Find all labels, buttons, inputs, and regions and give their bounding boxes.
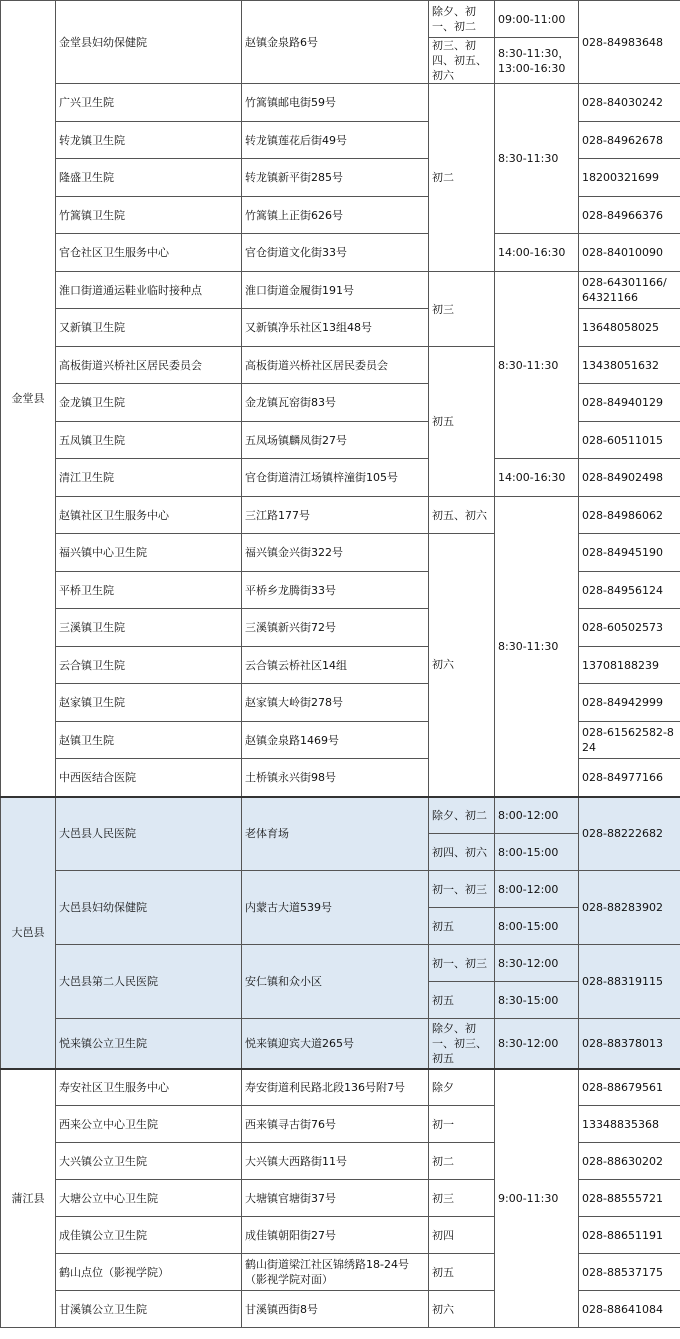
site-name: 中西医结合医院: [56, 759, 242, 797]
phone: 028-88537175: [579, 1254, 680, 1291]
table-row: [1, 422, 680, 459]
site-address: 安仁镇和众小区: [242, 945, 429, 1019]
phone: 028-88378013: [579, 1019, 680, 1069]
site-address: 西来镇寻古街76号: [242, 1106, 429, 1143]
phone: 028-88555721: [579, 1180, 680, 1217]
service-days: 初一、初三: [429, 871, 495, 908]
service-days: 初三、初四、初五、初六: [429, 38, 495, 84]
phone: 028-84962678: [579, 122, 680, 159]
site-address: 竹篙镇上正街626号: [242, 197, 429, 234]
table-row: [1, 722, 680, 759]
site-name: 赵镇卫生院: [56, 722, 242, 759]
site-name: 赵镇社区卫生服务中心: [56, 497, 242, 534]
table-row: [1, 159, 680, 197]
table-row: [1, 534, 680, 572]
service-days: 除夕: [429, 1069, 495, 1106]
phone: 028-84010090: [579, 234, 680, 272]
phone: 028-88679561: [579, 1069, 680, 1106]
table-row: [1, 1019, 680, 1069]
table-row: [1, 497, 680, 534]
table-row: [1, 1254, 680, 1291]
site-address: 五凤场镇麟凤街27号: [242, 422, 429, 459]
site-address: 三溪镇新兴街72号: [242, 609, 429, 647]
table-row: [1, 945, 680, 982]
table-row: [1, 459, 680, 497]
service-days: 初六: [429, 534, 495, 797]
table-row: [1, 1217, 680, 1254]
table-row: [1, 272, 680, 309]
site-address: 赵镇金泉路6号: [242, 1, 429, 84]
table-row: [1, 871, 680, 908]
site-address: 又新镇净乐社区13组48号: [242, 309, 429, 347]
site-name: 大邑县第二人民医院: [56, 945, 242, 1019]
table-row: [1, 1291, 680, 1328]
table-row: [1, 1069, 680, 1106]
table-row: [1, 1143, 680, 1180]
table-row: [1, 347, 680, 384]
site-name: 清江卫生院: [56, 459, 242, 497]
service-days: 初五、初六: [429, 497, 495, 534]
service-time: 14:00-16:30: [495, 234, 579, 272]
phone: 028-88651191: [579, 1217, 680, 1254]
table-row: [1, 234, 680, 272]
service-days: 初一: [429, 1106, 495, 1143]
site-address: 官仓街道文化街33号: [242, 234, 429, 272]
phone: 13648058025: [579, 309, 680, 347]
phone: 028-60502573: [579, 609, 680, 647]
table-row: [1, 759, 680, 797]
site-name: 西来公立中心卫生院: [56, 1106, 242, 1143]
table-row: [1, 197, 680, 234]
site-name: 隆盛卫生院: [56, 159, 242, 197]
site-name: 福兴镇中心卫生院: [56, 534, 242, 572]
phone: 13438051632: [579, 347, 680, 384]
site-name: 赵家镇卫生院: [56, 684, 242, 722]
site-name: 鹤山点位（影视学院）: [56, 1254, 242, 1291]
phone: 028-88319115: [579, 945, 680, 1019]
table-row: [1, 1106, 680, 1143]
service-days: 除夕、初一、初二: [429, 1, 495, 38]
service-days: 初五: [429, 982, 495, 1019]
site-address: 平桥乡龙腾街33号: [242, 572, 429, 609]
site-name: 金龙镇卫生院: [56, 384, 242, 422]
phone: 028-88641084: [579, 1291, 680, 1328]
site-address: 官仓街道清江场镇梓潼街105号: [242, 459, 429, 497]
site-name: 寿安社区卫生服务中心: [56, 1069, 242, 1106]
service-time: 8:30-11:30: [495, 84, 579, 234]
phone: 13708188239: [579, 647, 680, 684]
service-time: 14:00-16:30: [495, 459, 579, 497]
phone: 13348835368: [579, 1106, 680, 1143]
site-address: 三江路177号: [242, 497, 429, 534]
service-days: 初四、初六: [429, 834, 495, 871]
service-days: 初二: [429, 1143, 495, 1180]
service-days: 初五: [429, 347, 495, 497]
service-time: 8:30-12:00: [495, 1019, 579, 1069]
table-row: [1, 122, 680, 159]
service-time: 8:00-12:00: [495, 871, 579, 908]
site-name: 大塘公立中心卫生院: [56, 1180, 242, 1217]
service-days: 初三: [429, 1180, 495, 1217]
phone: 028-84030242: [579, 84, 680, 122]
site-address: 金龙镇瓦窑街83号: [242, 384, 429, 422]
phone: 028-61562582-824: [579, 722, 680, 759]
service-time: 8:00-15:00: [495, 908, 579, 945]
service-days: 初六: [429, 1291, 495, 1328]
site-address: 云合镇云桥社区14组: [242, 647, 429, 684]
phone: 028-84902498: [579, 459, 680, 497]
service-time: 8:30-11:30，13:00-16:30: [495, 38, 579, 84]
county-cell: 大邑县: [1, 797, 56, 1069]
site-name: 转龙镇卫生院: [56, 122, 242, 159]
site-address: 转龙镇新平街285号: [242, 159, 429, 197]
service-time: 8:00-15:00: [495, 834, 579, 871]
site-address: 高板街道兴桥社区居民委员会: [242, 347, 429, 384]
site-name: 平桥卫生院: [56, 572, 242, 609]
service-days: 初二: [429, 84, 495, 272]
service-time: 9:00-11:30: [495, 1069, 579, 1328]
table-row: [1, 384, 680, 422]
site-address: 内蒙古大道539号: [242, 871, 429, 945]
site-address: 淮口街道金履街191号: [242, 272, 429, 309]
site-address: 成佳镇朝阳街27号: [242, 1217, 429, 1254]
site-name: 竹篙镇卫生院: [56, 197, 242, 234]
table-row: [1, 1180, 680, 1217]
phone: 028-84966376: [579, 197, 680, 234]
site-name: 成佳镇公立卫生院: [56, 1217, 242, 1254]
phone: 028-64301166/ 64321166: [579, 272, 680, 309]
site-address: 赵镇金泉路1469号: [242, 722, 429, 759]
site-name: 大邑县妇幼保健院: [56, 871, 242, 945]
phone: 028-88222682: [579, 797, 680, 871]
service-days: 初三: [429, 272, 495, 347]
site-address: 老体育场: [242, 797, 429, 871]
phone: 028-84956124: [579, 572, 680, 609]
site-name: 悦来镇公立卫生院: [56, 1019, 242, 1069]
county-cell: 金堂县: [1, 1, 56, 797]
site-address: 福兴镇金兴街322号: [242, 534, 429, 572]
service-days: 初四: [429, 1217, 495, 1254]
site-address: 寿安街道利民路北段136号附7号: [242, 1069, 429, 1106]
site-name: 淮口街道通运鞋业临时接种点: [56, 272, 242, 309]
service-time: 8:30-11:30: [495, 272, 579, 459]
phone: 028-84983648: [579, 1, 680, 84]
phone: 028-84942999: [579, 684, 680, 722]
site-name: 云合镇卫生院: [56, 647, 242, 684]
service-days: 除夕、初一、初三、初五: [429, 1019, 495, 1069]
site-name: 大邑县人民医院: [56, 797, 242, 871]
phone: 028-88283902: [579, 871, 680, 945]
site-name: 大兴镇公立卫生院: [56, 1143, 242, 1180]
service-days: 初五: [429, 908, 495, 945]
service-days: 除夕、初二: [429, 797, 495, 834]
phone: 028-60511015: [579, 422, 680, 459]
site-name: 五凤镇卫生院: [56, 422, 242, 459]
table-row: [1, 84, 680, 122]
site-address: 悦来镇迎宾大道265号: [242, 1019, 429, 1069]
phone: 028-84986062: [579, 497, 680, 534]
service-time: 8:30-11:30: [495, 497, 579, 797]
site-address: 大兴镇大西路街11号: [242, 1143, 429, 1180]
site-name: 又新镇卫生院: [56, 309, 242, 347]
table-row: [1, 309, 680, 347]
service-days: 初五: [429, 1254, 495, 1291]
table-row: [1, 797, 680, 834]
site-address: 甘溪镇西街8号: [242, 1291, 429, 1328]
table-row: [1, 684, 680, 722]
service-time: 8:00-12:00: [495, 797, 579, 834]
site-address: 转龙镇莲花后街49号: [242, 122, 429, 159]
site-name: 甘溪镇公立卫生院: [56, 1291, 242, 1328]
table-row: [1, 647, 680, 684]
county-cell: 蒲江县: [1, 1069, 56, 1328]
phone: 028-88630202: [579, 1143, 680, 1180]
site-address: 赵家镇大岭街278号: [242, 684, 429, 722]
service-time: 09:00-11:00: [495, 1, 579, 38]
site-name: 广兴卫生院: [56, 84, 242, 122]
phone: 18200321699: [579, 159, 680, 197]
site-name: 金堂县妇幼保健院: [56, 1, 242, 84]
service-time: 8:30-15:00: [495, 982, 579, 1019]
site-address: 鹤山街道梁江社区锦绣路18-24号（影视学院对面）: [242, 1254, 429, 1291]
service-time: 8:30-12:00: [495, 945, 579, 982]
site-name: 高板街道兴桥社区居民委员会: [56, 347, 242, 384]
site-address: 大塘镇官塘街37号: [242, 1180, 429, 1217]
site-address: 土桥镇永兴街98号: [242, 759, 429, 797]
phone: 028-84940129: [579, 384, 680, 422]
table-row: [1, 1, 680, 38]
site-name: 三溪镇卫生院: [56, 609, 242, 647]
service-days: 初一、初三: [429, 945, 495, 982]
site-name: 官仓社区卫生服务中心: [56, 234, 242, 272]
phone: 028-84977166: [579, 759, 680, 797]
phone: 028-84945190: [579, 534, 680, 572]
table-row: [1, 572, 680, 609]
site-address: 竹篙镇邮电街59号: [242, 84, 429, 122]
table-row: [1, 609, 680, 647]
